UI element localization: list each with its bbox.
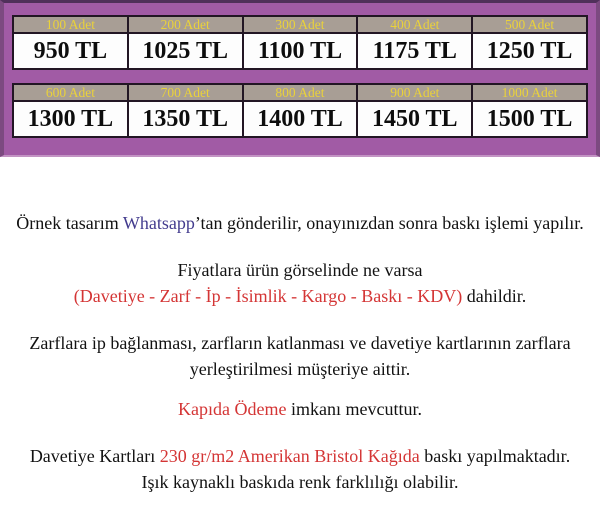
note-color-warning: Işık kaynaklı baskıda renk farklılığı olabilir. [141,472,459,492]
price-table-row-2 [12,83,588,138]
whatsapp-brand-text: Whatsapp [122,213,195,233]
quantity-label: 700 Adet [129,85,242,102]
quantity-label: 100 Adet [14,17,127,34]
price-cell [358,85,473,136]
price-table-row-1 [12,15,588,70]
note-paper-post: baskı yapılmaktadır. [419,446,571,466]
note-sample-design [0,210,600,236]
quantity-label: 600 Adet [14,85,127,102]
note-assembly-line-b: yerleştirilmesi müşteriye aittir. [189,359,411,379]
price-value: 950 TL [14,34,127,68]
price-value: 1500 TL [473,102,586,136]
pricing-banner [0,0,600,157]
price-cell [473,85,586,136]
price-cell [244,85,359,136]
quantity-label: 200 Adet [129,17,242,34]
quantity-label: 800 Adet [244,85,357,102]
quantity-label: 400 Adet [358,17,471,34]
note-paper-pre: Davetiye Kartları [29,446,160,466]
notes-section [0,157,600,495]
price-cell [358,17,473,68]
note-payment-post: imkanı mevcuttur. [286,399,422,419]
price-cell [14,17,129,68]
note-sample-post: ’tan gönderilir, onayınızdan sonra baskı işlemi yapılır. [194,213,584,233]
price-cell [473,17,586,68]
note-included-post: dahildir. [462,286,527,306]
price-value: 1175 TL [358,34,471,68]
price-value: 1350 TL [129,102,242,136]
note-assembly-line-a: Zarflara ip bağlanması, zarfların katlanması ve davetiye kartlarının zarflara [29,333,571,353]
price-cell [14,85,129,136]
quantity-label: 500 Adet [473,17,586,34]
note-included-items [0,257,600,309]
note-paper [0,443,600,495]
price-value: 1450 TL [358,102,471,136]
note-included-list: (Davetiye - Zarf - İp - İsimlik - Kargo - Baskı - KDV) [73,286,463,306]
note-assembly [0,330,600,382]
note-payment [0,396,600,422]
note-sample-pre: Örnek tasarım [16,213,123,233]
price-cell [244,17,359,68]
price-value: 1300 TL [14,102,127,136]
quantity-label: 1000 Adet [473,85,586,102]
quantity-label: 900 Adet [358,85,471,102]
price-cell [129,85,244,136]
quantity-label: 300 Adet [244,17,357,34]
price-value: 1250 TL [473,34,586,68]
price-value: 1400 TL [244,102,357,136]
note-included-intro: Fiyatlara ürün görselinde ne varsa [177,260,423,280]
note-paper-red: 230 gr/m2 Amerikan Bristol Kağıda [159,446,420,466]
price-cell [129,17,244,68]
note-payment-red: Kapıda Ödeme [178,399,287,419]
price-value: 1025 TL [129,34,242,68]
price-value: 1100 TL [244,34,357,68]
